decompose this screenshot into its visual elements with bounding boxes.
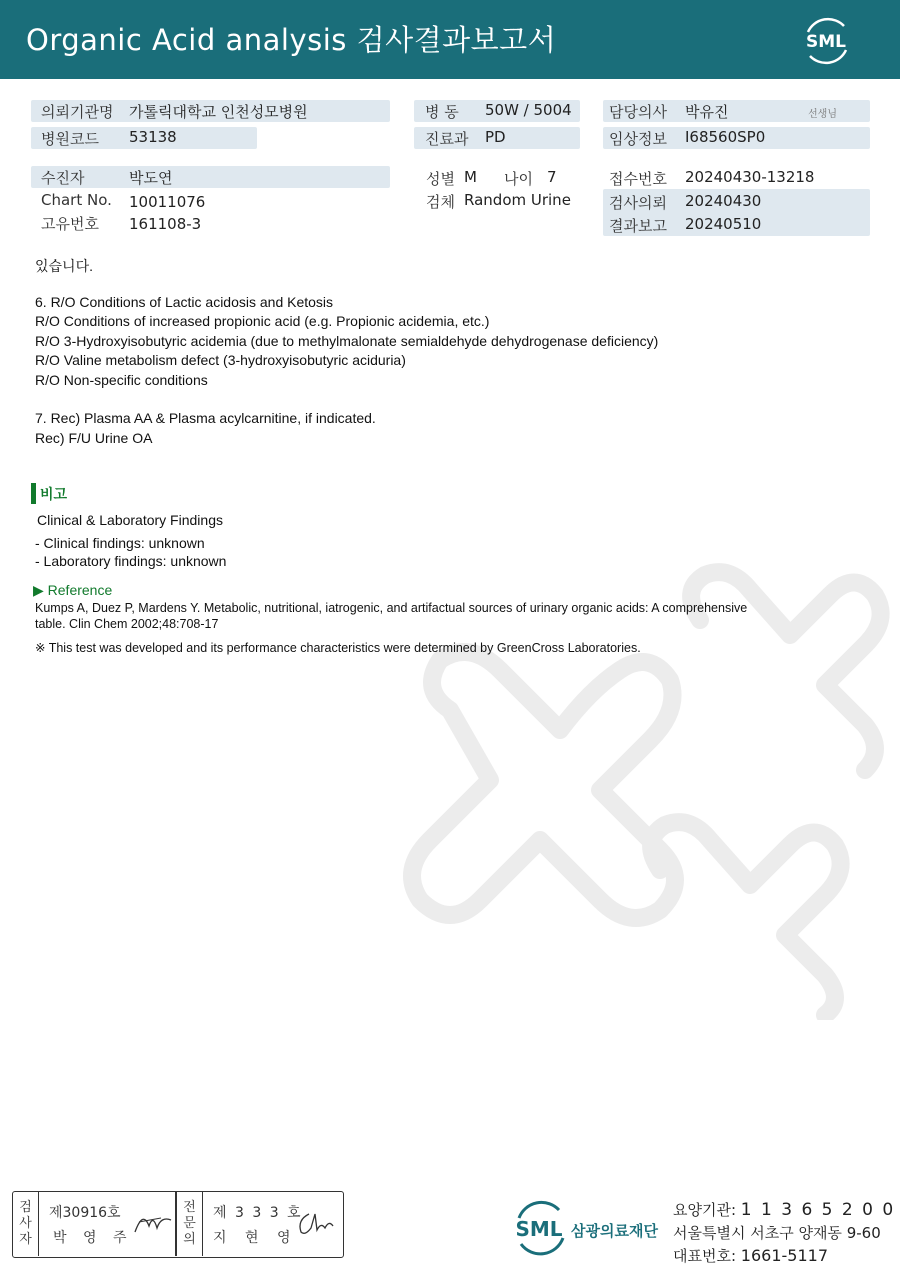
- request-label: 검사의뢰: [609, 194, 667, 212]
- specialist-name: 지 현 영: [213, 1230, 298, 1246]
- clinical-value: I68560SP0: [685, 128, 766, 146]
- header-logo-text: SML: [806, 32, 846, 52]
- body-line-8: Rec) F/U Urine OA: [35, 430, 153, 446]
- remarks-marker: [31, 483, 36, 504]
- remarks-line-1: - Clinical findings: unknown: [35, 535, 205, 551]
- body-line-6: R/O Non-specific conditions: [35, 372, 208, 388]
- hospital-label: 의뢰기관명: [41, 103, 114, 121]
- hospital-value: 가톨릭대학교 인천성모병원: [129, 103, 308, 121]
- sml-footer-logo-icon: [511, 1200, 571, 1256]
- footer-logo-text: SML: [515, 1217, 563, 1241]
- specimen-value: Random Urine: [464, 191, 571, 209]
- chart-value: 10011076: [129, 193, 206, 211]
- footer-org-name: 삼광의료재단: [571, 1222, 658, 1240]
- clinical-label: 임상정보: [609, 130, 667, 148]
- tester-label: 검사자: [13, 1192, 39, 1256]
- body-line-3: R/O Conditions of increased propionic acid (e.g. Propionic acidemia, etc.): [35, 313, 490, 329]
- sex-value: M: [464, 168, 477, 186]
- receipt-value: 20240430-13218: [685, 168, 815, 186]
- sex-label: 성별: [426, 170, 455, 188]
- footer-phone: [673, 1245, 828, 1266]
- chart-label: Chart No.: [41, 191, 112, 209]
- remarks-heading: Clinical & Laboratory Findings: [37, 512, 223, 528]
- hospital-code-label: 병원코드: [41, 130, 99, 148]
- tester-name: 박 영 주: [53, 1230, 133, 1246]
- reference-line-2: table. Clin Chem 2002;48:708-17: [35, 617, 219, 631]
- patient-value: 박도연: [129, 169, 173, 187]
- specimen-label: 검체: [426, 193, 455, 211]
- tester-number: 제30916호: [49, 1205, 121, 1221]
- remarks-line-2: - Laboratory findings: unknown: [35, 553, 227, 569]
- patient-bar: [31, 166, 390, 188]
- specialist-label: 전문의: [177, 1192, 203, 1256]
- footer-code-label: 요양기관:: [673, 1201, 741, 1219]
- specialist-number: 제 3 3 3 호: [213, 1205, 303, 1221]
- patient-label: 수진자: [41, 169, 85, 187]
- remarks-title: 비고: [40, 487, 68, 503]
- body-line-1: 있습니다.: [35, 258, 93, 274]
- request-value: 20240430: [685, 192, 762, 210]
- report-value: 20240510: [685, 215, 762, 233]
- footer-phone-value: 1661-5117: [740, 1246, 829, 1265]
- footer-code: [673, 1199, 895, 1220]
- body-line-2: 6. R/O Conditions of Lactic acidosis and Ketosis: [35, 294, 334, 310]
- ward-label: 병 동: [425, 103, 459, 121]
- body-line-4: R/O 3-Hydroxyisobutyric acidemia (due to methylmalonate semialdehyde dehydrogenase deficiency): [35, 333, 659, 349]
- report-label: 결과보고: [609, 217, 667, 235]
- age-value: 7: [547, 168, 557, 186]
- reference-line-1: Kumps A, Duez P, Mardens Y. Metabolic, nutritional, iatrogenic, and artifactual sources of urinary organic acids: A comprehensive: [35, 601, 748, 615]
- doctor-label: 담당의사: [609, 103, 667, 121]
- report-title: Organic Acid analysis 검사결과보고서: [26, 23, 557, 57]
- reference-title: ▶ Reference: [33, 582, 113, 598]
- tester-signature-icon: [131, 1206, 175, 1238]
- footer-code-value: 1 1 3 6 5 2 0 0: [740, 1200, 896, 1220]
- specialist-signature-icon: [295, 1206, 339, 1238]
- signature-box: [12, 1191, 344, 1258]
- body-line-5: R/O Valine metabolism defect (3-hydroxyisobutyric aciduria): [35, 352, 406, 368]
- doctor-suffix: 선생님: [808, 109, 837, 120]
- unique-label: 고유번호: [41, 215, 99, 233]
- sml-logo-icon: [798, 12, 854, 68]
- ward-value: 50W / 5004: [485, 101, 572, 119]
- hospital-code-value: 53138: [129, 128, 177, 146]
- unique-value: 161108-3: [129, 215, 202, 233]
- reference-note: ※ This test was developed and its performance characteristics were determined by GreenCross Laboratories.: [35, 641, 641, 655]
- age-label: 나이: [504, 170, 533, 188]
- dept-value: PD: [485, 128, 506, 146]
- receipt-label: 접수번호: [609, 170, 667, 188]
- report-header: [0, 0, 900, 79]
- footer-phone-label: 대표번호:: [673, 1247, 741, 1265]
- body-line-7: 7. Rec) Plasma AA & Plasma acylcarnitine, if indicated.: [35, 410, 376, 426]
- footer-address: 서울특별시 서초구 양재동 9-60: [673, 1224, 881, 1242]
- doctor-value: 박유진: [685, 103, 729, 121]
- dept-label: 진료과: [425, 130, 469, 148]
